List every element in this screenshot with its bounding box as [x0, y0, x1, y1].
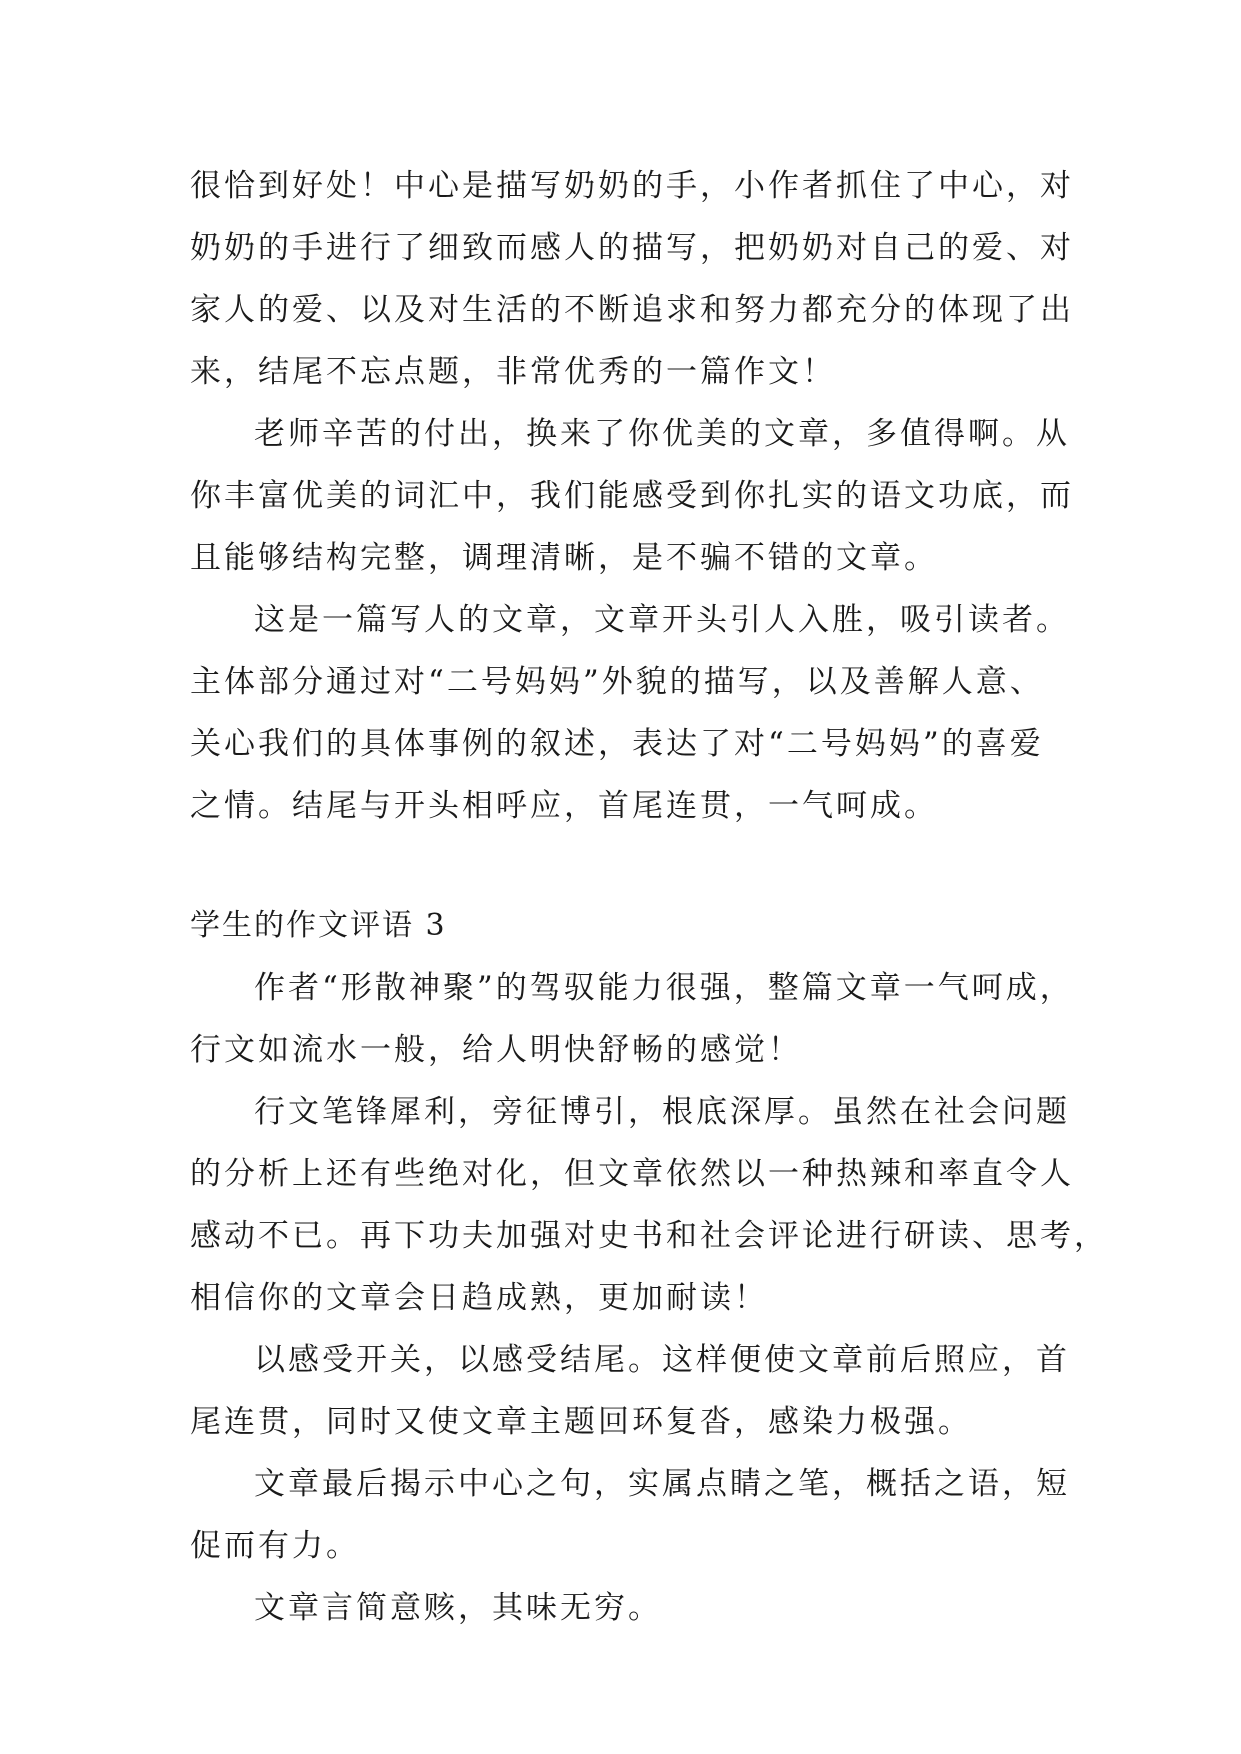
concise-paragraph [190, 1577, 1050, 1639]
text-line: 这是一篇写人的文章，文章开头引人入胜，吸引读者。 [254, 602, 1070, 638]
text-line: 相信你的文章会日趋成熟，更加耐读！ [190, 1280, 768, 1316]
text-line: 老师辛苦的付出，换来了你优美的文章，多值得啊。从 [254, 416, 1070, 452]
text-line: 以感受开关，以感受结尾。这样便使文章前后照应，首 [254, 1342, 1070, 1378]
text-line: 家人的爱、以及对生活的不断追求和努力都充分的体现了出 [190, 292, 1074, 328]
form-paragraph [190, 957, 1074, 1081]
pen-paragraph [190, 1081, 1108, 1329]
text-line: 你丰富优美的词汇中，我们能感受到你扎实的语文功底，而 [190, 478, 1074, 514]
text-line: 且能够结构完整，调理清晰，是不骗不错的文章。 [190, 540, 938, 576]
intro-paragraph [190, 155, 1074, 403]
text-line: 很恰到好处！中心是描写奶奶的手，小作者抓住了中心，对 [190, 168, 1074, 204]
text-line: 行文如流水一般，给人明快舒畅的感觉！ [190, 1032, 802, 1068]
mother-paragraph [190, 589, 1070, 837]
feeling-paragraph [190, 1329, 1070, 1453]
text-line: 文章最后揭示中心之句，实属点睛之笔，概括之语，短 [254, 1466, 1070, 1502]
text-line: 关心我们的具体事例的叙述，表达了对“二号妈妈”的喜爱 [190, 726, 1044, 762]
section-spacer [190, 837, 1050, 895]
teacher-paragraph [190, 403, 1074, 589]
text-line: 之情。结尾与开头相呼应，首尾连贯，一气呵成。 [190, 788, 938, 824]
text-line: 来，结尾不忘点题，非常优秀的一篇作文！ [190, 354, 836, 390]
text-line: 行文笔锋犀利，旁征博引，根底深厚。虽然在社会问题 [254, 1094, 1070, 1130]
text-line: 主体部分通过对“二号妈妈”外貌的描写，以及善解人意、 [190, 664, 1044, 700]
text-line: 奶奶的手进行了细致而感人的描写，把奶奶对自己的爱、对 [190, 230, 1074, 266]
text-line: 作者“形散神聚”的驾驭能力很强，整篇文章一气呵成， [254, 970, 1074, 1006]
section-heading: 学生的作文评语 3 [190, 908, 447, 943]
text-line: 的分析上还有些绝对化，但文章依然以一种热辣和率直令人 [190, 1156, 1074, 1192]
text-line: 文章言简意赅，其味无穷。 [254, 1590, 662, 1626]
text-line: 感动不已。再下功夫加强对史书和社会评论进行研读、思考， [190, 1218, 1108, 1254]
document-body [190, 155, 1108, 1639]
ending-paragraph [190, 1453, 1070, 1577]
text-line: 促而有力。 [190, 1528, 360, 1564]
text-line: 尾连贯，同时又使文章主题回环复沓，感染力极强。 [190, 1404, 972, 1440]
